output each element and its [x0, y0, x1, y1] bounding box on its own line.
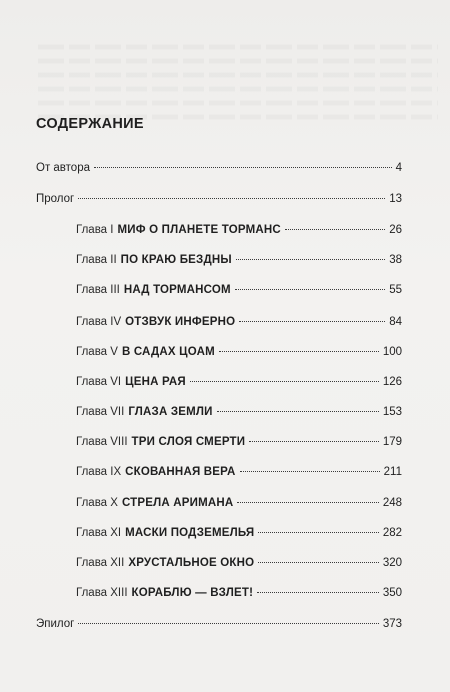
dot-leader: [217, 411, 379, 412]
chapter-title: МИФ О ПЛАНЕТЕ ТОРМАНС: [117, 224, 281, 236]
toc-entry-chapter-4[interactable]: [76, 316, 402, 328]
toc-entry-chapter-1[interactable]: [76, 224, 402, 236]
chapter-title: В САДАХ ЦОАМ: [121, 346, 215, 358]
toc-entry-chapter-8[interactable]: [76, 436, 402, 448]
toc-page-number: 282: [382, 527, 402, 539]
chapter-title: ТРИ СЛОЯ СМЕРТИ: [131, 436, 246, 448]
chapter-title: СТРЕЛА АРИМАНА: [121, 497, 234, 509]
chapter-number: Глава IX: [76, 466, 122, 478]
chapter-title: ГЛАЗА ЗЕМЛИ: [128, 406, 213, 418]
dot-leader: [235, 289, 385, 290]
dot-leader: [219, 351, 379, 352]
toc-entry-prologue[interactable]: [36, 193, 402, 205]
toc-page-number: 55: [389, 284, 402, 296]
dot-leader: [78, 198, 385, 199]
dot-leader: [258, 532, 378, 533]
dot-leader: [94, 167, 392, 168]
chapter-title: ЦЕНА РАЯ: [125, 376, 186, 388]
chapter-number: Глава VII: [76, 406, 125, 418]
toc-page-number: 26: [389, 224, 402, 236]
chapter-title: НАД ТОРМАНСОМ: [123, 284, 231, 296]
toc-page-number: 100: [382, 346, 402, 358]
chapter-number: Глава XI: [76, 527, 122, 539]
toc-entry-label: Пролог: [36, 193, 75, 205]
toc-page-number: 248: [382, 497, 402, 509]
toc-entry-label: От автора: [36, 162, 90, 174]
chapter-title: ХРУСТАЛЬНОЕ ОКНО: [128, 557, 255, 569]
toc-entry-epilogue[interactable]: [36, 618, 402, 630]
toc-page-number: 153: [382, 406, 402, 418]
toc-page-number: 350: [382, 587, 402, 599]
toc-entry-chapter-2[interactable]: [76, 254, 402, 266]
chapter-title: КОРАБЛЮ — ВЗЛЕТ!: [131, 587, 254, 599]
toc-title: СОДЕРЖАНИЕ: [36, 116, 144, 132]
chapter-title: СКОВАННАЯ ВЕРА: [125, 466, 236, 478]
toc-entry-chapter-9[interactable]: [76, 466, 402, 478]
chapter-number: Глава III: [76, 284, 120, 296]
chapter-number: Глава XIII: [76, 587, 128, 599]
toc-entry-chapter-13[interactable]: [76, 587, 402, 599]
dot-leader: [240, 471, 380, 472]
dot-leader: [78, 623, 378, 624]
dot-leader: [239, 321, 385, 322]
bleed-through-text: [38, 40, 438, 124]
toc-entry-chapter-7[interactable]: [76, 406, 402, 418]
toc-entry-chapter-3[interactable]: [76, 284, 402, 296]
toc-entry-chapter-11[interactable]: [76, 527, 402, 539]
toc-page-number: 38: [389, 254, 402, 266]
toc-entry-label: Эпилог: [36, 618, 75, 630]
toc-entry-chapter-12[interactable]: [76, 557, 402, 569]
toc-page-number: 13: [389, 193, 402, 205]
dot-leader: [236, 259, 385, 260]
chapter-number: Глава XII: [76, 557, 125, 569]
toc-entry-chapter-6[interactable]: [76, 376, 402, 388]
toc-page-number: 126: [382, 376, 402, 388]
chapter-number: Глава VIII: [76, 436, 128, 448]
chapter-title: МАСКИ ПОДЗЕМЕЛЬЯ: [125, 527, 255, 539]
toc-page-number: 373: [382, 618, 402, 630]
dot-leader: [258, 562, 379, 563]
chapter-number: Глава V: [76, 346, 118, 358]
toc-page-number: 84: [389, 316, 402, 328]
toc-page-number: 179: [382, 436, 402, 448]
chapter-title: ОТЗВУК ИНФЕРНО: [125, 316, 236, 328]
dot-leader: [190, 381, 379, 382]
chapter-number: Глава II: [76, 254, 117, 266]
toc-page-number: 4: [395, 162, 402, 174]
chapter-number: Глава VI: [76, 376, 122, 388]
dot-leader: [237, 502, 378, 503]
chapter-title: ПО КРАЮ БЕЗДНЫ: [120, 254, 232, 266]
toc-entry-chapter-5[interactable]: [76, 346, 402, 358]
dot-leader: [249, 441, 379, 442]
toc-page-number: 211: [383, 466, 402, 478]
chapter-number: Глава X: [76, 497, 118, 509]
toc-page-number: 320: [382, 557, 402, 569]
chapter-number: Глава I: [76, 224, 114, 236]
dot-leader: [285, 229, 385, 230]
dot-leader: [257, 592, 379, 593]
chapter-number: Глава IV: [76, 316, 122, 328]
toc-entry-from-author[interactable]: [36, 162, 402, 174]
toc-entry-chapter-10[interactable]: [76, 497, 402, 509]
